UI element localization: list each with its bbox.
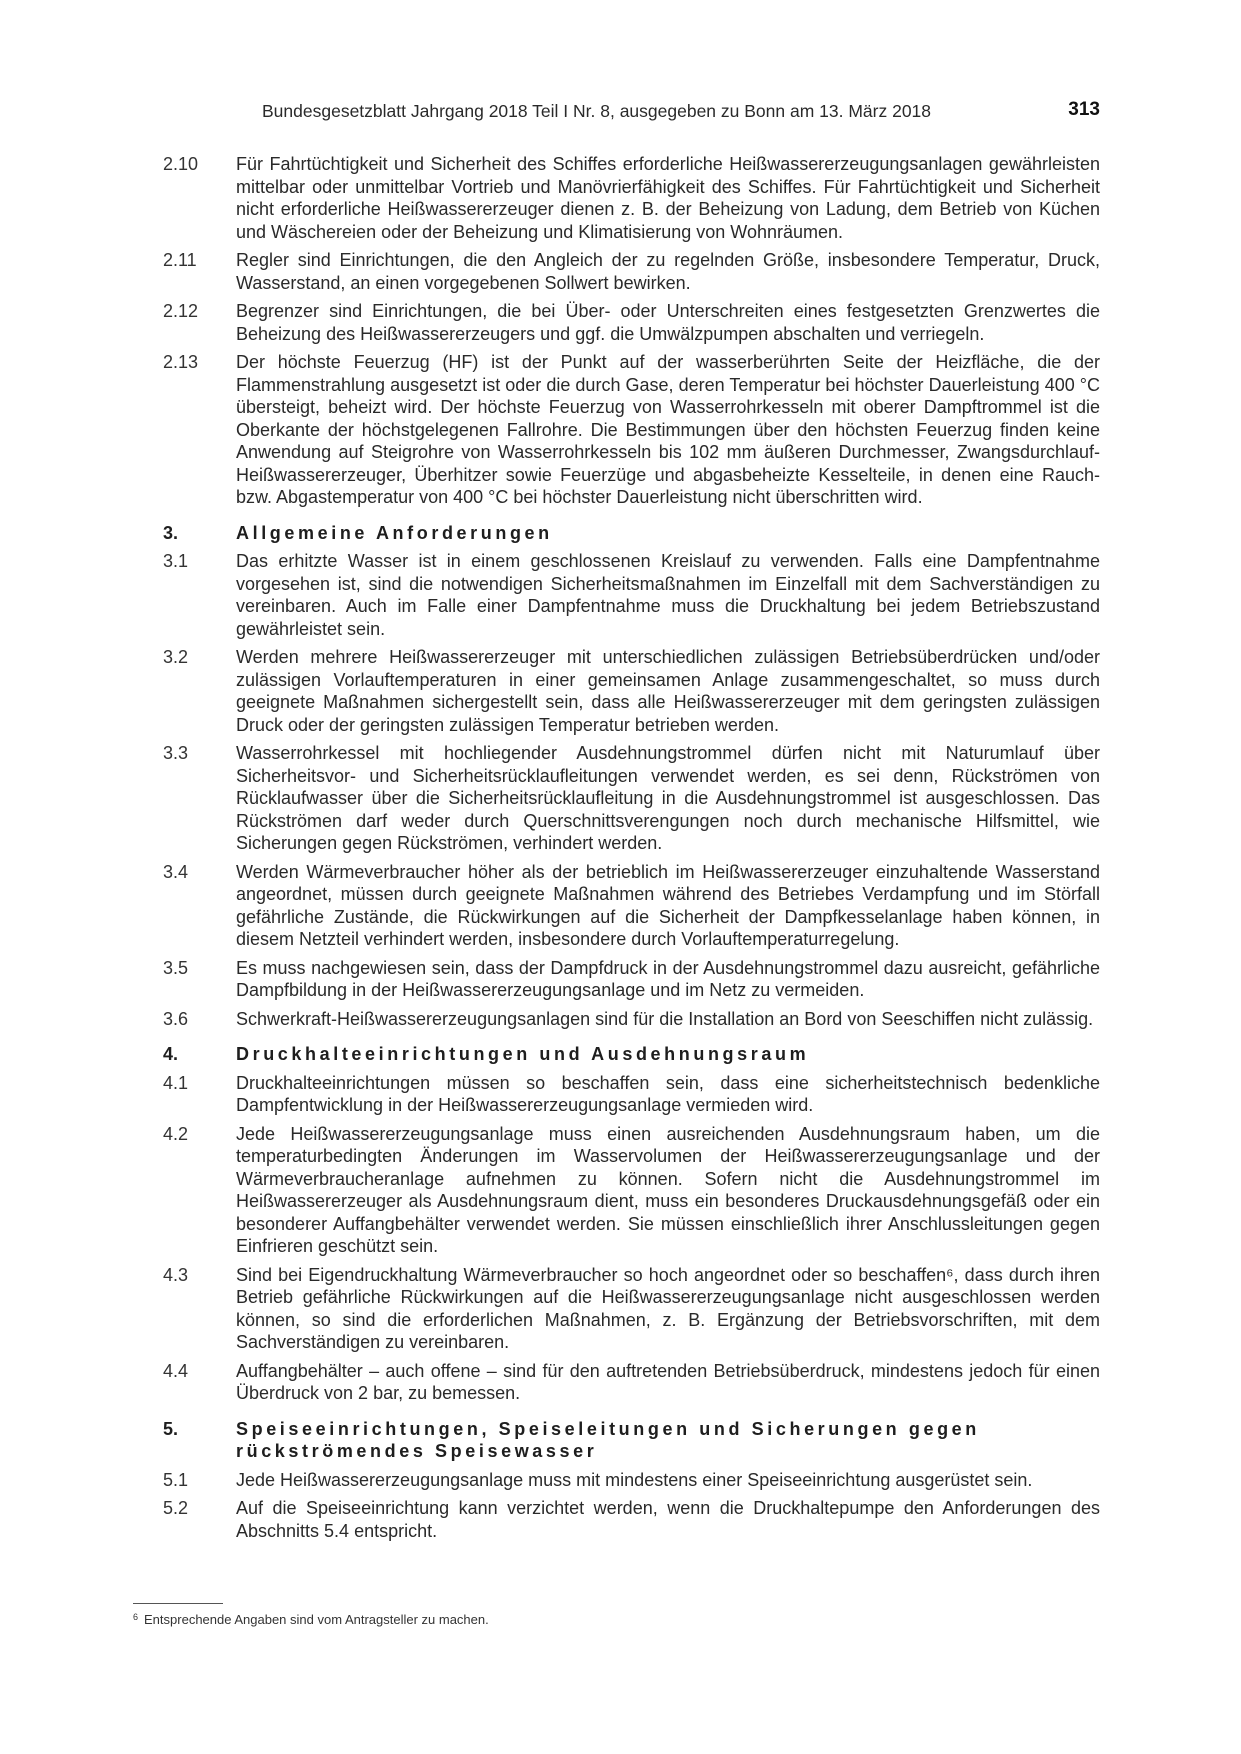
section-number: 5. (163, 1418, 179, 1439)
section-number: 4. (163, 1044, 179, 1064)
footnote-divider (133, 1603, 223, 1604)
section-text: Regler sind Einrichtungen, die den Angleich der zu regelnden Größe, insbesondere Temperatur, Druck, Wasserstand, an einen vorgegebenen Sollwert bewirken. (236, 250, 1100, 293)
section-text: Druckhalteeinrichtungen müssen so beschaffen sein, dass eine sicherheitstechnisch bedenkliche Dampfentwicklung in der Heißwassererzeugungsanlage vermieden wird. (236, 1072, 1100, 1115)
section-text: Wasserrohrkessel mit hochliegender Ausdehnungstrommel dürfen nicht mit Naturumlauf über Sicherheitsvor- und Sicherheitsrücklaufleitungen verwendet werden, es sei denn, Rückströmen von Rücklaufwasser über die Sicherheitsrücklaufleitung in die Ausdehnungstrommel ist ausgeschlossen. Das Rückströmen darf weder durch Querschnittsverengungen noch durch mechanische Hilfsmittel, wie Sicherungen gegen Rückströmen, verhindert werden. (236, 743, 1100, 853)
footnote-mark: 6 (133, 1612, 139, 1622)
section-item (163, 1072, 1100, 1117)
section-item (163, 1469, 1100, 1492)
footnote-text: Entsprechende Angaben sind vom Antragsteller zu machen. (144, 1612, 489, 1627)
section-heading (163, 1418, 1100, 1463)
section-item (163, 1360, 1100, 1405)
section-number: 3.2 (163, 647, 189, 667)
section-number: 3.6 (163, 1008, 189, 1029)
section-item (163, 742, 1100, 855)
section-text: Schwerkraft-Heißwassererzeugungsanlagen sind für die Installation an Bord von Seeschiffen nicht zulässig. (236, 1008, 1094, 1029)
section-item (163, 861, 1100, 951)
section-item (163, 351, 1100, 509)
page-header (262, 101, 1100, 125)
section-number: 3.3 (163, 743, 189, 763)
section-text: Jede Heißwassererzeugungsanlage muss mit mindestens einer Speiseeinrichtung ausgerüstet sein. (236, 1469, 1033, 1490)
section-number: 2.11 (163, 250, 197, 270)
footnote (133, 1612, 489, 1627)
section-text: Der höchste Feuerzug (HF) ist der Punkt auf der wasserberührten Seite der Heizfläche, die der Flammenstrahlung ausgesetzt ist oder die durch Gase, deren Temperatur bei höchster Dauerleistung 400 °C übersteigt, beheizt wird. Der höchste Feuerzug von Wasserrohrkesseln mit oberer Dampftrommel ist die Oberkante der höchstgelegenen Fallrohre. Die Bestimmungen über den höchsten Feuerzug finden keine Anwendung auf Steigrohre von Wasserrohrkesseln bis 102 mm äußeren Durchmesser, Zwangsdurchlauf-Heißwassererzeuger, Überhitzer sowie Feuerzüge und abgasbeheizte Kesselteile, in denen eine Rauch- bzw. Abgastemperatur von 400 °C bei höchster Dauerleistung nicht überschritten wird. (236, 352, 1100, 507)
section-item (163, 1008, 1100, 1031)
section-text: Das erhitzte Wasser ist in einem geschlossenen Kreislauf zu verwenden. Falls eine Dampfentnahme vorgesehen ist, sind die notwendigen Sicherheitsmaßnahmen im Einzelfall mit dem Sachverständigen zu vereinbaren. Auch im Falle einer Dampfentnahme muss die Druckhaltung bei jedem Betriebszustand gewährleistet sein. (236, 551, 1100, 639)
heading-text: Speiseeinrichtungen, Speiseleitungen und Sicherungen gegen rückströmendes Speisewasser (236, 1418, 980, 1461)
section-heading (163, 1043, 1100, 1066)
page-number: 313 (1068, 99, 1100, 120)
section-number: 2.12 (163, 301, 199, 321)
section-number: 3.4 (163, 861, 189, 882)
section-item (163, 1497, 1100, 1542)
section-text: Begrenzer sind Einrichtungen, die bei Über- oder Unterschreiten eines festgesetzten Grenzwertes die Beheizung des Heißwassererzeugers und ggf. die Umwälzpumpen abschalten und verriegeln. (236, 301, 1100, 344)
section-number: 3.1 (163, 551, 189, 571)
section-text: Werden Wärmeverbraucher höher als der betrieblich im Heißwassererzeuger einzuhaltende Wasserstand angeordnet, müssen durch geeignete Maßnahmen während des Betriebes Verdampfung und im Störfall gefährliche Zustände, die Rückwirkungen auf die Sicherheit der Dampfkesselanlage haben können, in diesem Netzteil verhindert werden, insbesondere durch Vorlauftemperaturregelung. (236, 861, 1100, 949)
section-item (163, 249, 1100, 294)
section-text: Werden mehrere Heißwassererzeuger mit unterschiedlichen zulässigen Betriebsüberdrücken und/oder zulässigen Vorlauftemperaturen in einer gemeinsamen Anlage zusammengeschaltet, so muss durch geeignete Maßnahmen sichergestellt sein, dass alle Heißwassererzeuger mit dem geringsten zulässigen Druck oder der geringsten zulässigen Temperatur betrieben werden. (236, 647, 1100, 735)
section-item (163, 300, 1100, 345)
section-text: Sind bei Eigendruckhaltung Wärmeverbraucher so hoch angeordnet oder so beschaffen⁶, dass durch ihren Betrieb gefährliche Rückwirkungen auf die Heißwassererzeugungsanlage nicht ausgeschlossen werden können, so sind die erforderlichen Maßnahmen, z. B. Ergänzung der Betriebsvorschriften, mit dem Sachverständigen zu vereinbaren. (236, 1264, 1100, 1352)
section-number: 4.2 (163, 1123, 189, 1144)
section-text: Jede Heißwassererzeugungsanlage muss einen ausreichenden Ausdehnungsraum haben, um die temperaturbedingten Änderungen im Wasservolumen der Heißwassererzeugungsanlage und der Wärmeverbraucheranlage aufnehmen zu können. Sofern nicht die Ausdehnungstrommel im Heißwassererzeuger als Ausdehnungsraum dient, muss ein besonderes Druckausdehnungsgefäß oder ein besonderer Auffangbehälter verwendet werden. Sie müssen einschließlich ihrer Anschlussleitungen gegen Einfrieren geschützt sein. (236, 1123, 1100, 1256)
section-item (163, 646, 1100, 736)
section-text: Es muss nachgewiesen sein, dass der Dampfdruck in der Ausdehnungstrommel dazu ausreicht, gefährliche Dampfbildung in der Heißwassererzeugungsanlage und im Netz zu vermeiden. (236, 957, 1100, 1000)
heading-text: Druckhalteeinrichtungen und Ausdehnungsraum (236, 1044, 810, 1064)
section-number: 5.1 (163, 1469, 189, 1490)
section-number: 2.10 (163, 154, 199, 174)
document-body (163, 153, 1100, 1548)
section-item (163, 957, 1100, 1002)
header-title: Bundesgesetzblatt Jahrgang 2018 Teil I Nr. 8, ausgegeben zu Bonn am 13. März 2018 (262, 101, 932, 121)
heading-text: Allgemeine Anforderungen (236, 522, 553, 543)
section-item (163, 550, 1100, 640)
section-text: Auf die Speiseeinrichtung kann verzichtet werden, wenn die Druckhaltepumpe den Anforderungen des Abschnitts 5.4 entspricht. (236, 1498, 1100, 1541)
section-item (163, 1123, 1100, 1258)
section-number: 3. (163, 522, 179, 543)
section-number: 4.3 (163, 1264, 189, 1285)
section-item (163, 153, 1100, 243)
section-text: Für Fahrtüchtigkeit und Sicherheit des Schiffes erforderliche Heißwassererzeugungsanlagen gewährleisten mittelbar oder unmittelbar Vortrieb und Manövrierfähigkeit des Schiffes. Für Fahrtüchtigkeit und Sicherheit nicht erforderliche Heißwassererzeuger dienen z. B. der Beheizung von Ladung, dem Betrieb von Küchen und Wäschereien oder der Beheizung und Klimatisierung von Wohnräumen. (236, 154, 1100, 242)
section-number: 5.2 (163, 1498, 189, 1518)
section-heading (163, 522, 1100, 545)
section-number: 4.1 (163, 1072, 189, 1093)
section-number: 3.5 (163, 957, 189, 978)
section-item (163, 1264, 1100, 1354)
section-text: Auffangbehälter – auch offene – sind für den auftretenden Betriebsüberdruck, mindestens jedoch für einen Überdruck von 2 bar, zu bemessen. (236, 1360, 1100, 1403)
section-number: 2.13 (163, 352, 199, 372)
section-number: 4.4 (163, 1360, 189, 1381)
